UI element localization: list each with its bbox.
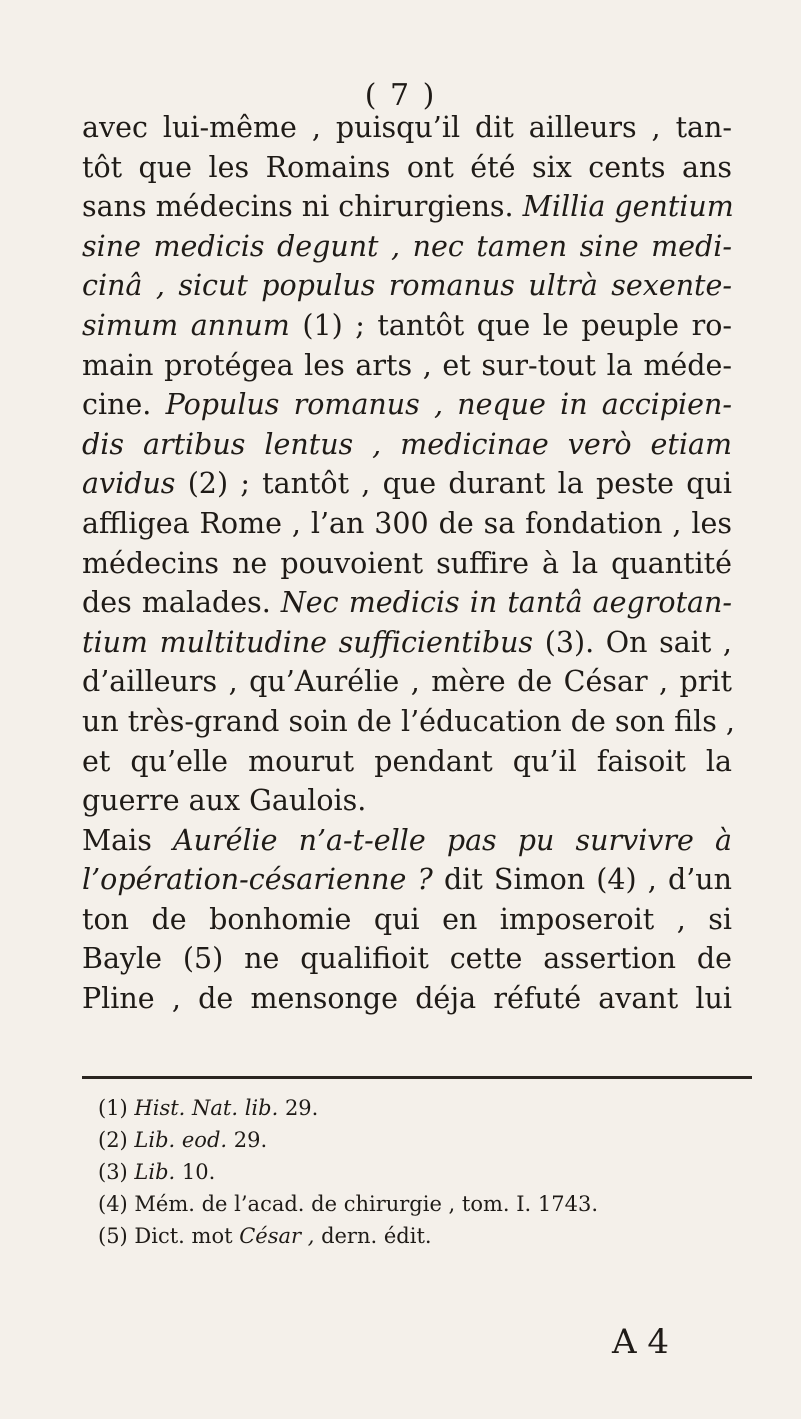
text-line: avidus (2) ; tantôt , que durant la peste qui — [82, 467, 732, 501]
text-line: dis artibus lentus , medicinae verò etiam — [82, 427, 732, 461]
text-line: des malades. Nec medicis in tantâ aegrotan- — [82, 586, 732, 620]
text-line: un très-grand soin de l’éducation de son fils , — [82, 704, 735, 738]
text-line: médecins ne pouvoient suffire à la quantité — [82, 546, 732, 580]
body-text — [82, 108, 735, 1019]
page-number: ( 7 ) — [364, 78, 437, 113]
text-line: ton de bonhomie qui en imposeroit , si — [82, 902, 732, 936]
text-line: cine. Populus romanus , neque in accipien- — [82, 388, 733, 422]
footnotes — [98, 1092, 738, 1252]
text-line: avec lui-même , puisqu’il dit ailleurs , tan- — [82, 111, 732, 144]
text-line: affligea Rome , l’an 300 de sa fondation , les — [82, 506, 732, 540]
text-line: simum annum (1) ; tantôt que le peuple ro- — [82, 308, 732, 342]
text-line: sine medicis degunt , nec tamen sine medi- — [82, 229, 732, 263]
text-line: d’ailleurs , qu’Aurélie , mère de César , prit — [82, 665, 732, 699]
text-line: l’opération-césarienne ? dit Simon (4) , d’un — [82, 863, 732, 897]
text-line: guerre aux Gaulois. — [82, 784, 367, 818]
footnote-divider — [82, 1076, 752, 1079]
text-line: main protégea les arts , et sur-tout la méde- — [82, 348, 732, 382]
footnote: (3) Lib. 10. — [98, 1160, 216, 1184]
footnote: (5) Dict. mot César , dern. édit. — [98, 1224, 432, 1248]
text-line: tium multitudine sufficientibus (3). On sait , — [82, 625, 732, 659]
text-line: tôt que les Romains ont été six cents ans — [82, 150, 732, 184]
text-line: cinâ , sicut populus romanus ultrà sexente- — [82, 269, 732, 303]
footnote: (4) Mém. de l’acad. de chirurgie , tom. I. 1743. — [98, 1192, 599, 1216]
signature-mark: A 4 — [612, 1322, 669, 1362]
text-line: Pline , de mensonge déja réfuté avant lui — [82, 982, 732, 1016]
text-line: Bayle (5) ne qualifioit cette assertion de — [82, 942, 732, 976]
text-line: et qu’elle mourut pendant qu’il faisoit la — [82, 744, 732, 778]
text-line: sans médecins ni chirurgiens. Millia gentium — [82, 190, 734, 224]
footnote: (2) Lib. eod. 29. — [98, 1128, 268, 1152]
text-line: Mais Aurélie n’a-t-elle pas pu survivre à — [82, 823, 732, 857]
footnote: (1) Hist. Nat. lib. 29. — [98, 1096, 319, 1120]
